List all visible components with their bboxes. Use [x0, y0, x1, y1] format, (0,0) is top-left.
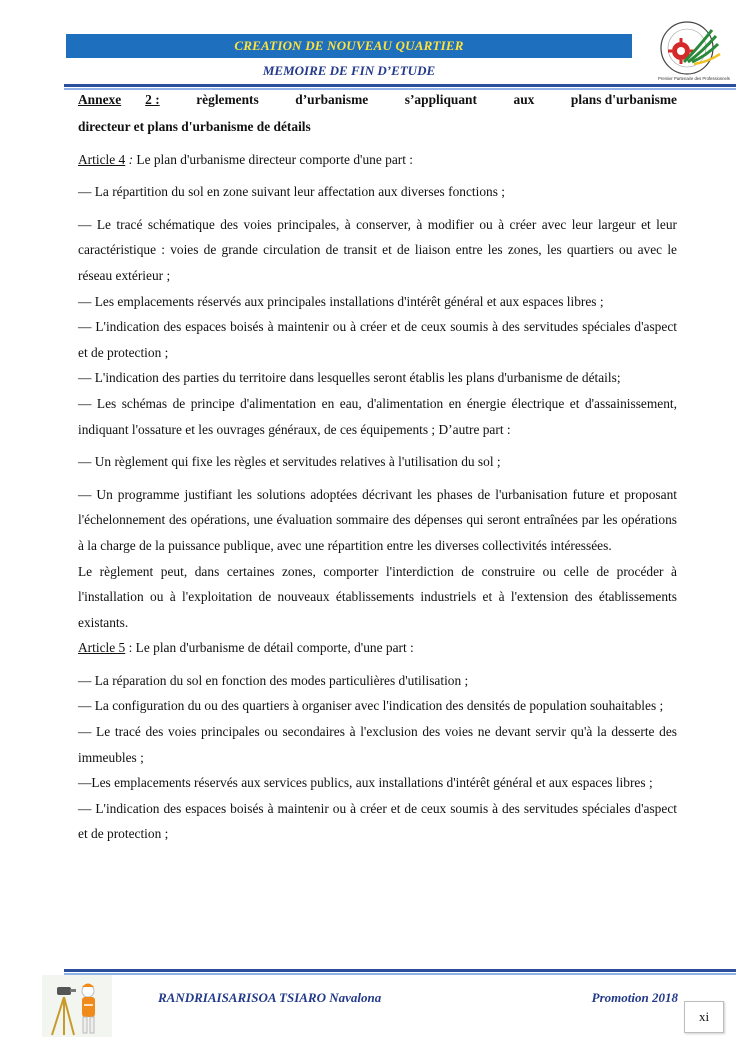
heading-word: d’urbanisme [295, 92, 369, 107]
article-4-item: — La répartition du sol en zone suivant leur affectation aux diverses fonctions ; [78, 184, 506, 200]
article-5-label: Article 5 [78, 640, 126, 656]
school-logo-icon [654, 18, 738, 84]
article-5-item: — La configuration du ou des quartiers à organiser avec l'indication des densités de population souhaitables ; [78, 698, 664, 714]
article-5-item: — L'indication des espaces boisés à maintenir ou à créer et de ceux soumis à des servitudes spéciales d'aspect et de protection ; [78, 800, 677, 842]
heading-word: plans d'urbanisme [570, 92, 677, 107]
annex-heading-line2: directeur et plans d'urbanisme de détails [78, 119, 311, 134]
page-number: xi [684, 1001, 724, 1033]
article-5-item: — Le tracé des voies principales ou secondaires à l'exclusion des voies ne devant servir qu'à la desserte des immeubles ; [78, 724, 677, 765]
footer-promotion: Promotion 2018 [591, 990, 678, 1005]
article-4-label: Article 4 [78, 151, 126, 167]
heading-word: aux [513, 92, 535, 107]
annex-label: Annexe [78, 92, 122, 107]
annex-number: 2 : [145, 92, 160, 107]
article-4-intro-text: Le plan d'urbanisme directeur comporte d'une part : [136, 151, 414, 167]
article-4-item: — Les emplacements réservés aux principales installations d'intérêt général et aux espaces libres ; [78, 293, 604, 309]
article-4-note: Le règlement peut, dans certaines zones, comporter l'interdiction de construire ou celle de procéder à l'installation ou à l'exploitation de nouveaux établissements industriels et à l'extension des établissements existants. [78, 563, 677, 630]
article-4-colon: : [125, 151, 137, 167]
article-4-item: — L'indication des parties du territoire dans lesquelles seront établis les plans d'urbanisme de détails; [78, 370, 621, 386]
heading-word: règlements [196, 92, 259, 107]
annex-heading [78, 92, 677, 108]
article-4-item: — Le tracé schématique des voies principales, à conserver, à modifier ou à créer avec leur largeur et leur caractéristique : voies de grande circulation de transit et de liaison entre les zones, les quartiers ou avec le réseau extérieur ; [78, 216, 677, 283]
article-5-colon: : [125, 640, 136, 656]
article-5-intro-text: Le plan d'urbanisme de détail comporte, d'une part : [135, 640, 414, 656]
article-5-intro [78, 635, 677, 661]
article-4-item: — Un programme justifiant les solutions adoptées décrivant les phases de l'urbanisation future et proposant l'échelonnement des opérations, une évaluation sommaire des dépenses qui seront entraînées par les opérations à la charge de la puissance publique, avec une répartition entre les diverses collectivités intéressées. [78, 486, 677, 553]
surveyor-tripod-icon [42, 975, 112, 1037]
page-content [78, 90, 677, 847]
svg-text:Premier Partenaire des Profess: Premier Partenaire des Professionnels [658, 76, 730, 81]
footer-divider [64, 969, 736, 975]
footer-author: RANDRIAISARISOA TSIARO Navalona [158, 990, 382, 1005]
heading-word: s’appliquant [404, 92, 477, 107]
header-banner: CREATION DE NOUVEAU QUARTIER [66, 34, 632, 58]
article-4-item: — Un règlement qui fixe les règles et servitudes relatives à l'utilisation du sol ; [78, 454, 501, 470]
article-5-item: — La réparation du sol en fonction des modes particulières d'utilisation ; [78, 672, 469, 688]
article-4-intro [78, 147, 677, 173]
article-4-item: — L'indication des espaces boisés à maintenir ou à créer et de ceux soumis à des servitudes spéciales d'aspect et de protection ; [78, 319, 677, 360]
article-5-item: —Les emplacements réservés aux services publics, aux installations d'intérêt général et aux espaces libres ; [78, 775, 653, 791]
article-4-item: — Les schémas de principe d'alimentation en eau, d'alimentation en énergie électrique et d'assainissement, indiquant l'ossature et les ouvrages généraux, de ces équipements ; D’autre part : [78, 395, 677, 437]
document-subtitle: MEMOIRE DE FIN D’ETUDE [262, 63, 436, 78]
